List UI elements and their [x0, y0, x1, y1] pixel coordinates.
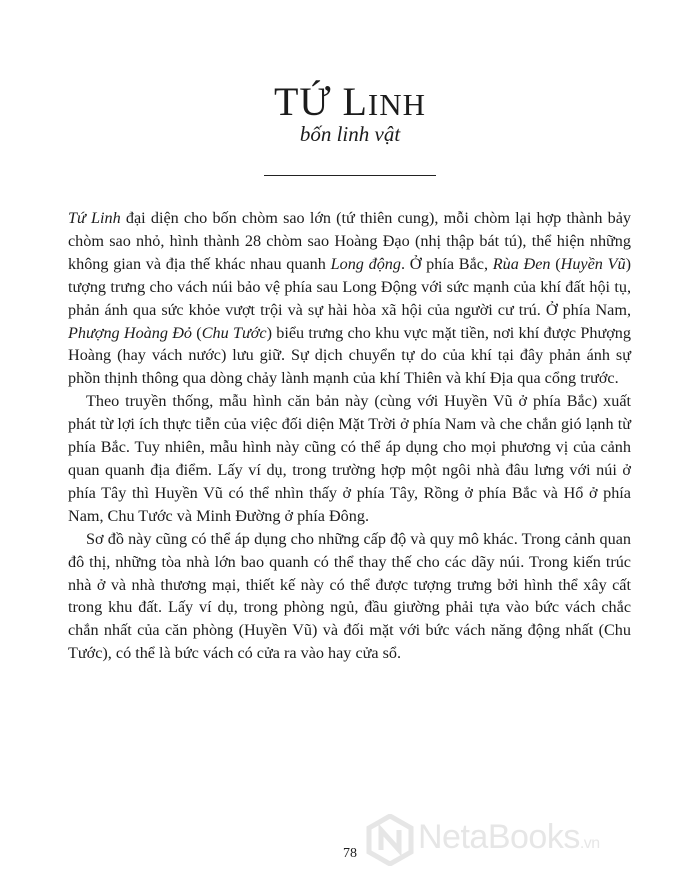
- italic-term: Rùa Đen: [492, 254, 551, 273]
- title-initial-2: L: [342, 79, 368, 124]
- italic-term: Tứ Linh: [68, 209, 121, 227]
- title-initial-1: T: [273, 79, 300, 124]
- text-run: đại diện cho bốn chòm sao lớn (tứ thiên cung), mỗi chòm lại hợp thành bảy chòm sao nhỏ, hình thành 28 chòm sao Hoàng Đạo (nhị thập bát tú), thể hiện những không gian và địa thế khác nhau quanh: [68, 209, 631, 273]
- chapter-subtitle: bốn linh vật: [299, 122, 401, 146]
- paragraph: [68, 390, 631, 527]
- page-number: 78: [343, 846, 357, 861]
- watermark-text: [418, 818, 600, 857]
- watermark: [366, 810, 696, 870]
- text-run: (: [192, 323, 202, 342]
- body-text: [68, 207, 631, 665]
- text-run: ) biểu trưng cho khu vực mặt tiền, nơi khí được Phượng Hoàng (hay vách nước) lưu giữ. Sự dịch chuyển tự do của khí tại đây phản ánh sự phồn thịnh thông qua dòng chảy lành mạnh của khí Thiên và khí Địa qua cổng trước.: [68, 323, 631, 388]
- paragraph: [68, 207, 631, 390]
- italic-term: Phượng Hoàng Đỏ: [68, 323, 193, 342]
- text-run: . Ở phía Bắc,: [400, 254, 493, 273]
- title-rest-2: INH: [367, 87, 427, 122]
- title-rest-1: Ứ: [299, 79, 332, 124]
- watermark-brand: NetaBooks: [418, 818, 580, 856]
- netabooks-logo-icon: [366, 814, 414, 866]
- italic-term: Long động: [330, 254, 401, 273]
- chapter-title: [0, 80, 700, 127]
- paragraph: [68, 528, 631, 665]
- title-divider: [264, 175, 436, 176]
- text-run: Theo truyền thống, mẫu hình căn bản này (cùng với Huyền Vũ ở phía Bắc) xuất phát từ lợi ích thực tiễn của việc đối diện Mặt Trời ở phía Nam và che chắn gió lạnh từ phía Bắc. Tuy nhiên, mẫu hình này cũng có thể áp dụng cho mọi phương vị của cảnh quan quanh địa điểm. Lấy ví dụ, trong trường hợp một ngôi nhà đâu lưng với núi ở phía Tây thì Huyền Vũ có thể nhìn thấy ở phía Tây, Rồng ở phía Bắc và Hổ ở phía Nam, Chu Tước và Minh Đường ở phía Đông.: [68, 392, 631, 525]
- text-run: (: [550, 254, 561, 273]
- watermark-suffix: .vn: [579, 835, 600, 852]
- italic-term: Chu Tước: [201, 323, 267, 342]
- text-run: ) tượng trưng cho vách núi bảo vệ phía sau Long Động với sức mạnh của khí đất hội tụ, phản ánh qua sức khỏe vượt trội và sự hài hòa xã hội của người cư trú. Ở phía Nam,: [68, 254, 631, 319]
- italic-term: Huyền Vũ: [560, 254, 626, 273]
- text-run: Sơ đồ này cũng có thể áp dụng cho những cấp độ và quy mô khác. Trong cảnh quan đô thị, những tòa nhà lớn bao quanh có thể thay thế cho các dãy núi. Trong kiến trúc nhà ở và nhà thương mại, thiết kế này có thể được tượng trưng bởi hình thể xây cất trong khu đất. Lấy ví dụ, trong phòng ngủ, đầu giường phải tựa vào bức vách chắc chắn nhất của căn phòng (Huyền Vũ) và đối mặt với bức vách năng động nhất (Chu Tước), có thể là bức vách có cửa ra vào hay cửa sổ.: [68, 529, 631, 663]
